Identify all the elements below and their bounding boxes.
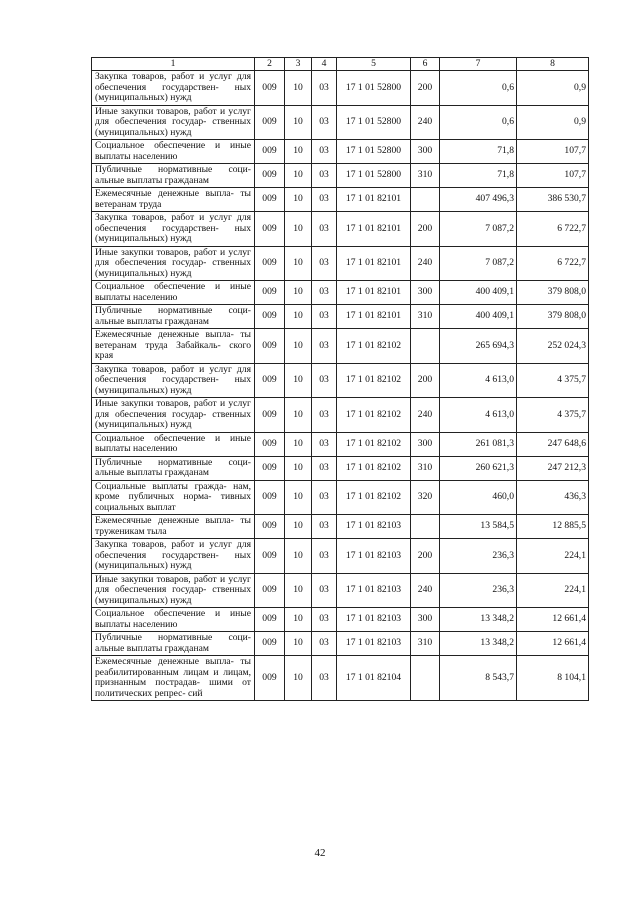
row-code-2: 009 [255, 573, 285, 608]
row-code-3: 10 [285, 539, 312, 574]
row-code-2: 009 [255, 212, 285, 247]
table-row [92, 140, 589, 164]
row-code-3: 10 [285, 656, 312, 701]
row-value-8: 252 024,3 [517, 329, 589, 364]
row-value-7: 260 621,3 [440, 456, 517, 480]
table-row [92, 164, 589, 188]
header-cell-3: 3 [285, 58, 312, 71]
row-code-6: 310 [411, 632, 440, 656]
row-value-7: 0,6 [440, 71, 517, 106]
row-code-5: 17 1 01 52800 [337, 71, 411, 106]
row-value-8: 386 530,7 [517, 188, 589, 212]
row-code-3: 10 [285, 188, 312, 212]
row-code-3: 10 [285, 608, 312, 632]
row-value-8: 12 661,4 [517, 632, 589, 656]
row-value-8: 12 885,5 [517, 515, 589, 539]
row-code-3: 10 [285, 140, 312, 164]
table-row [92, 608, 589, 632]
row-value-7: 4 613,0 [440, 363, 517, 398]
table-row [92, 305, 589, 329]
row-code-6: 200 [411, 539, 440, 574]
row-code-5: 17 1 01 52800 [337, 140, 411, 164]
header-cell-1: 1 [92, 58, 255, 71]
row-code-3: 10 [285, 212, 312, 247]
row-value-7: 7 087,2 [440, 246, 517, 281]
row-value-8: 107,7 [517, 164, 589, 188]
row-value-7: 13 348,2 [440, 608, 517, 632]
row-code-4: 03 [312, 432, 337, 456]
header-cell-4: 4 [312, 58, 337, 71]
table-row [92, 281, 589, 305]
row-name: Иные закупки товаров, работ и услуг для обеспечения государ- ственных (муниципальных) нужд [92, 246, 255, 281]
row-code-3: 10 [285, 398, 312, 433]
row-code-5: 17 1 01 82101 [337, 212, 411, 247]
row-value-7: 71,8 [440, 164, 517, 188]
row-code-3: 10 [285, 573, 312, 608]
row-value-7: 8 543,7 [440, 656, 517, 701]
row-code-2: 009 [255, 515, 285, 539]
row-value-7: 7 087,2 [440, 212, 517, 247]
row-code-4: 03 [312, 212, 337, 247]
header-row [92, 58, 589, 71]
row-value-7: 261 081,3 [440, 432, 517, 456]
row-code-4: 03 [312, 632, 337, 656]
row-code-4: 03 [312, 305, 337, 329]
row-code-6 [411, 329, 440, 364]
row-value-7: 400 409,1 [440, 281, 517, 305]
row-code-2: 009 [255, 105, 285, 140]
row-code-4: 03 [312, 188, 337, 212]
row-value-8: 6 722,7 [517, 212, 589, 247]
row-name: Социальное обеспечение и иные выплаты населению [92, 281, 255, 305]
row-value-7: 0,6 [440, 105, 517, 140]
table-row [92, 246, 589, 281]
row-code-2: 009 [255, 539, 285, 574]
row-name: Публичные нормативные соци- альные выплаты гражданам [92, 164, 255, 188]
row-code-6: 240 [411, 398, 440, 433]
row-code-3: 10 [285, 246, 312, 281]
row-code-6: 200 [411, 363, 440, 398]
row-code-3: 10 [285, 281, 312, 305]
row-value-7: 13 584,5 [440, 515, 517, 539]
row-code-5: 17 1 01 82103 [337, 515, 411, 539]
row-value-8: 379 808,0 [517, 281, 589, 305]
row-code-5: 17 1 01 82101 [337, 246, 411, 281]
row-code-4: 03 [312, 281, 337, 305]
row-code-5: 17 1 01 82101 [337, 281, 411, 305]
row-code-6: 240 [411, 246, 440, 281]
table-row [92, 515, 589, 539]
table-row [92, 632, 589, 656]
row-value-7: 236,3 [440, 573, 517, 608]
row-value-7: 4 613,0 [440, 398, 517, 433]
row-value-7: 265 694,3 [440, 329, 517, 364]
table-row [92, 539, 589, 574]
row-code-5: 17 1 01 82102 [337, 432, 411, 456]
row-code-4: 03 [312, 480, 337, 515]
row-code-4: 03 [312, 515, 337, 539]
row-value-8: 4 375,7 [517, 398, 589, 433]
row-code-5: 17 1 01 82104 [337, 656, 411, 701]
row-name: Социальное обеспечение и иные выплаты населению [92, 608, 255, 632]
row-name: Иные закупки товаров, работ и услуг для обеспечения государ- ственных (муниципальных) нужд [92, 573, 255, 608]
header-cell-8: 8 [517, 58, 589, 71]
row-code-5: 17 1 01 82101 [337, 305, 411, 329]
row-code-3: 10 [285, 456, 312, 480]
row-code-4: 03 [312, 140, 337, 164]
row-name: Иные закупки товаров, работ и услуг для обеспечения государ- ственных (муниципальных) нужд [92, 105, 255, 140]
row-code-2: 009 [255, 432, 285, 456]
row-code-6: 300 [411, 608, 440, 632]
table-row [92, 398, 589, 433]
row-value-8: 379 808,0 [517, 305, 589, 329]
row-name: Ежемесячные денежные выпла- ты труженикам тыла [92, 515, 255, 539]
row-code-4: 03 [312, 105, 337, 140]
row-code-2: 009 [255, 305, 285, 329]
row-code-3: 10 [285, 432, 312, 456]
row-code-5: 17 1 01 82102 [337, 456, 411, 480]
row-code-5: 17 1 01 82102 [337, 480, 411, 515]
row-code-6: 300 [411, 140, 440, 164]
row-name: Публичные нормативные соци- альные выплаты гражданам [92, 632, 255, 656]
row-code-4: 03 [312, 573, 337, 608]
row-code-5: 17 1 01 82102 [337, 363, 411, 398]
table-row [92, 105, 589, 140]
row-value-8: 224,1 [517, 573, 589, 608]
row-value-8: 436,3 [517, 480, 589, 515]
header-cell-7: 7 [440, 58, 517, 71]
row-code-6: 240 [411, 105, 440, 140]
row-value-8: 0,9 [517, 71, 589, 106]
row-name: Закупка товаров, работ и услуг для обеспечения государствен- ных (муниципальных) нужд [92, 71, 255, 106]
row-code-6 [411, 515, 440, 539]
row-code-5: 17 1 01 82103 [337, 539, 411, 574]
row-name: Ежемесячные денежные выпла- ты реабилитированным лицам и лицам, признанным пострадав- шими от политических репрес- сий [92, 656, 255, 701]
row-value-8: 6 722,7 [517, 246, 589, 281]
row-code-2: 009 [255, 398, 285, 433]
row-code-3: 10 [285, 305, 312, 329]
table-row [92, 188, 589, 212]
row-code-4: 03 [312, 456, 337, 480]
row-code-6: 300 [411, 432, 440, 456]
row-code-6: 200 [411, 71, 440, 106]
row-code-2: 009 [255, 329, 285, 364]
row-code-4: 03 [312, 164, 337, 188]
row-code-4: 03 [312, 608, 337, 632]
row-code-3: 10 [285, 480, 312, 515]
row-code-3: 10 [285, 515, 312, 539]
row-code-4: 03 [312, 539, 337, 574]
row-name: Публичные нормативные соци- альные выплаты гражданам [92, 305, 255, 329]
row-value-8: 247 648,6 [517, 432, 589, 456]
row-code-6: 300 [411, 281, 440, 305]
row-code-5: 17 1 01 82103 [337, 608, 411, 632]
row-name: Публичные нормативные соци- альные выплаты гражданам [92, 456, 255, 480]
row-code-4: 03 [312, 329, 337, 364]
table-row [92, 456, 589, 480]
row-code-3: 10 [285, 71, 312, 106]
row-code-4: 03 [312, 398, 337, 433]
row-value-8: 0,9 [517, 105, 589, 140]
row-code-3: 10 [285, 363, 312, 398]
budget-table [91, 57, 589, 701]
table-row [92, 432, 589, 456]
row-code-2: 009 [255, 608, 285, 632]
table-row [92, 329, 589, 364]
row-code-2: 009 [255, 363, 285, 398]
row-code-5: 17 1 01 82103 [337, 573, 411, 608]
row-value-8: 107,7 [517, 140, 589, 164]
row-name: Ежемесячные денежные выпла- ты ветеранам труда [92, 188, 255, 212]
row-code-6: 320 [411, 480, 440, 515]
table-row [92, 71, 589, 106]
row-value-8: 224,1 [517, 539, 589, 574]
row-code-3: 10 [285, 329, 312, 364]
row-code-4: 03 [312, 363, 337, 398]
row-code-2: 009 [255, 456, 285, 480]
row-name: Ежемесячные денежные выпла- ты ветеранам труда Забайкаль- ского края [92, 329, 255, 364]
row-value-7: 71,8 [440, 140, 517, 164]
header-cell-5: 5 [337, 58, 411, 71]
row-code-2: 009 [255, 656, 285, 701]
row-code-6: 200 [411, 212, 440, 247]
row-name: Социальное обеспечение и иные выплаты населению [92, 140, 255, 164]
row-code-2: 009 [255, 632, 285, 656]
row-code-2: 009 [255, 71, 285, 106]
row-code-2: 009 [255, 246, 285, 281]
row-code-5: 17 1 01 52800 [337, 105, 411, 140]
page-number: 42 [314, 847, 326, 859]
row-code-2: 009 [255, 140, 285, 164]
table-row [92, 573, 589, 608]
row-name: Закупка товаров, работ и услуг для обеспечения государствен- ных (муниципальных) нужд [92, 539, 255, 574]
row-code-5: 17 1 01 82103 [337, 632, 411, 656]
row-code-5: 17 1 01 82102 [337, 398, 411, 433]
row-value-7: 13 348,2 [440, 632, 517, 656]
row-value-7: 460,0 [440, 480, 517, 515]
row-name: Социальное обеспечение и иные выплаты населению [92, 432, 255, 456]
row-code-4: 03 [312, 71, 337, 106]
row-code-2: 009 [255, 480, 285, 515]
row-code-2: 009 [255, 188, 285, 212]
header-cell-2: 2 [255, 58, 285, 71]
row-code-6: 310 [411, 305, 440, 329]
header-cell-6: 6 [411, 58, 440, 71]
row-code-5: 17 1 01 52800 [337, 164, 411, 188]
row-value-8: 4 375,7 [517, 363, 589, 398]
row-code-6: 240 [411, 573, 440, 608]
row-code-5: 17 1 01 82102 [337, 329, 411, 364]
row-name: Социальные выплаты гражда- нам, кроме публичных норма- тивных социальных выплат [92, 480, 255, 515]
row-code-2: 009 [255, 281, 285, 305]
row-value-8: 8 104,1 [517, 656, 589, 701]
row-code-4: 03 [312, 656, 337, 701]
row-code-6: 310 [411, 456, 440, 480]
row-value-7: 400 409,1 [440, 305, 517, 329]
row-name: Закупка товаров, работ и услуг для обеспечения государствен- ных (муниципальных) нужд [92, 212, 255, 247]
row-value-8: 247 212,3 [517, 456, 589, 480]
row-code-4: 03 [312, 246, 337, 281]
table-row [92, 212, 589, 247]
table-body [92, 71, 589, 701]
row-code-2: 009 [255, 164, 285, 188]
row-code-5: 17 1 01 82101 [337, 188, 411, 212]
row-value-8: 12 661,4 [517, 608, 589, 632]
row-name: Закупка товаров, работ и услуг для обеспечения государствен- ных (муниципальных) нужд [92, 363, 255, 398]
row-code-6 [411, 656, 440, 701]
row-code-3: 10 [285, 105, 312, 140]
row-code-3: 10 [285, 164, 312, 188]
row-name: Иные закупки товаров, работ и услуг для обеспечения государ- ственных (муниципальных) нужд [92, 398, 255, 433]
table-row [92, 480, 589, 515]
table-row [92, 363, 589, 398]
row-code-3: 10 [285, 632, 312, 656]
row-value-7: 236,3 [440, 539, 517, 574]
row-code-6 [411, 188, 440, 212]
row-value-7: 407 496,3 [440, 188, 517, 212]
row-code-6: 310 [411, 164, 440, 188]
table-row [92, 656, 589, 701]
